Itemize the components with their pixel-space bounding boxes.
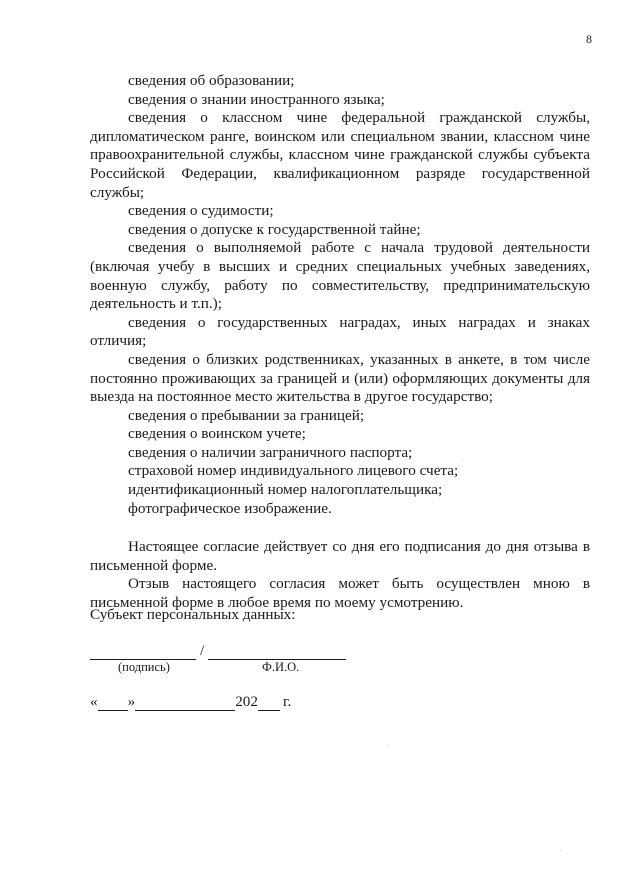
paragraph-gap bbox=[90, 518, 590, 538]
scan-speck bbox=[560, 850, 561, 851]
list-item: сведения о государственных наградах, иных наградах и знаках отличия; bbox=[90, 313, 590, 350]
list-item: фотографическое изображение. bbox=[128, 499, 332, 517]
fio-caption: Ф.И.О. bbox=[262, 660, 300, 674]
list-item: идентификационный номер налогоплательщика; bbox=[128, 481, 443, 499]
list-item: сведения о выполняемой работе с начала трудовой деятельности (включая учебу в высших и средних специальных учебных заведениях, военную службу, работу по совместительству, предпринимательскую деятельность и т.п.); bbox=[90, 239, 590, 313]
list-item: сведения о пребывании за границей; bbox=[128, 406, 365, 424]
revocation-paragraph: Отзыв настоящего согласия может быть осуществлен мною в письменной форме в любое время по моему усмотрению. bbox=[90, 575, 590, 612]
page-number: 8 bbox=[586, 32, 592, 46]
date-open-quote: « bbox=[90, 693, 98, 710]
year-suffix: г. bbox=[282, 693, 292, 710]
year-line bbox=[258, 696, 280, 711]
signature-caption: (подпись) bbox=[118, 660, 170, 674]
list-item: сведения о судимости; bbox=[128, 202, 274, 220]
list-item: сведения о наличии заграничного паспорта; bbox=[128, 443, 413, 461]
signature-line bbox=[90, 645, 196, 660]
consent-validity-paragraph: Настоящее согласие действует со дня его подписания до дня отзыва в письменной форме. bbox=[90, 538, 590, 574]
list-item: сведения о допуске к государственной тайне; bbox=[128, 220, 421, 238]
date-row bbox=[90, 693, 291, 711]
list-item: сведения о воинском учете; bbox=[128, 425, 306, 443]
year-prefix: 202 bbox=[235, 693, 258, 710]
list-item: сведения о близких родственниках, указанных в анкете, в том числе постоянно проживающих за границей и (или) оформляющих документы для выезда на постоянное место жительства в другое государство; bbox=[90, 350, 590, 406]
signature-row bbox=[90, 642, 346, 660]
month-line bbox=[135, 696, 235, 711]
fio-line bbox=[208, 645, 346, 660]
date-close-quote: » bbox=[127, 693, 136, 710]
scan-speck bbox=[387, 745, 388, 746]
signature-separator: / bbox=[200, 642, 205, 659]
scan-speck bbox=[462, 459, 463, 460]
day-line bbox=[98, 696, 128, 711]
list-item: сведения о классном чине федеральной гражданской службы, дипломатическом ранге, воинском или специальном звании, классном чине правоохранительной службы, классном чине гражданской службы субъекта Российской Федерации, квалификационном разряде государственной службы; bbox=[90, 109, 590, 201]
subject-label: Субъект персональных данных: bbox=[90, 606, 296, 623]
list-item: страховой номер индивидуального лицевого счета; bbox=[128, 462, 459, 480]
list-item: сведения об образовании; bbox=[128, 72, 295, 89]
list-item: сведения о знании иностранного языка; bbox=[128, 90, 385, 108]
consent-text-body bbox=[90, 72, 590, 613]
